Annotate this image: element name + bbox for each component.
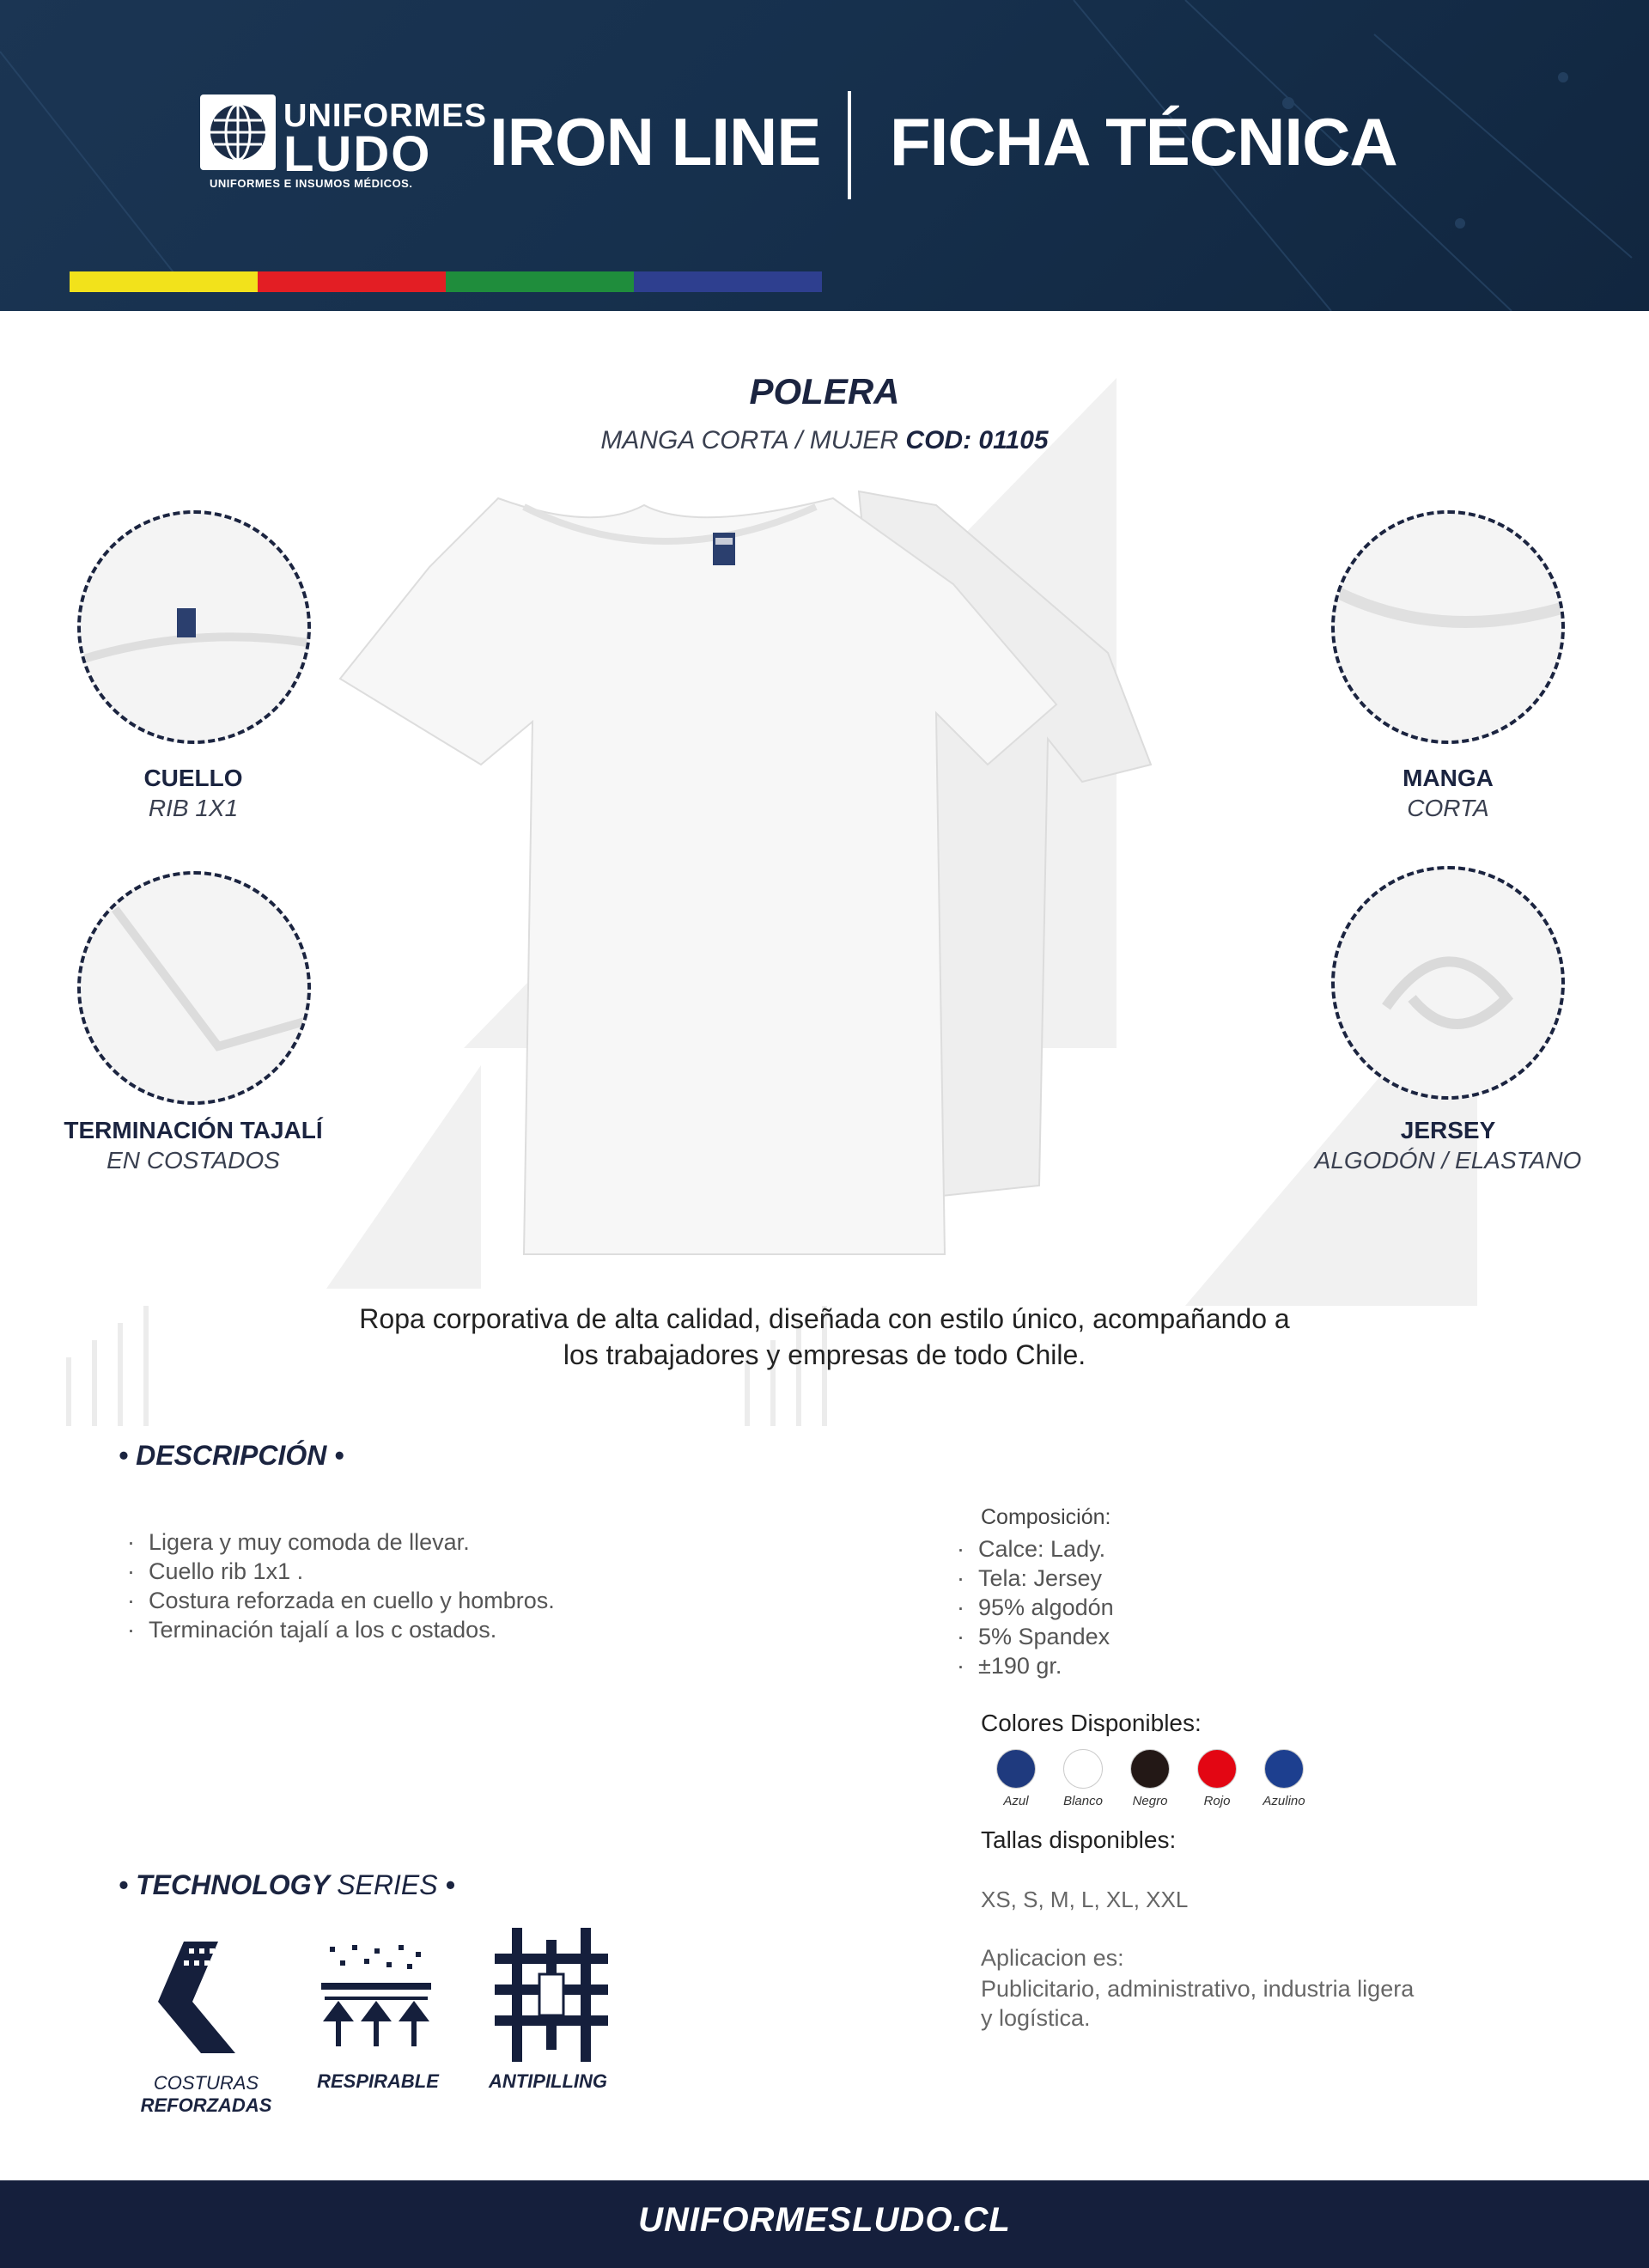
fabric-detail-image: [1331, 866, 1565, 1100]
applications-line-2: y logística.: [981, 2005, 1091, 2031]
colors-heading: Colores Disponibles:: [981, 1710, 1202, 1736]
reinforced-seams-icon: [158, 1942, 253, 2062]
composition-list: [957, 1534, 1114, 1680]
header-divider: [848, 91, 851, 199]
color-swatch: [1197, 1749, 1237, 1789]
product-title: POLERA: [749, 371, 900, 412]
document-title: FICHA TÉCNICA: [890, 104, 1397, 180]
applications-heading: Aplicacion es:: [981, 1945, 1124, 1971]
hem-detail-image: [77, 871, 311, 1105]
product-line-title: IRON LINE: [490, 104, 821, 180]
tech-label-line-2: REFORZADAS: [140, 2094, 272, 2116]
shirt-label: [713, 533, 735, 565]
intro-line-1: Ropa corporativa de alta calidad, diseñada con estilo único, acompañando a: [359, 1303, 1290, 1334]
stripe-green: [446, 271, 634, 292]
color-label: Azul: [1003, 1794, 1029, 1808]
composition-item: · Tela: Jersey: [957, 1564, 1114, 1593]
brand-top-text: UNIFORMES: [283, 98, 487, 134]
description-item: · Ligera y muy comoda de llevar.: [127, 1527, 555, 1557]
technology-heading: • TECHNOLOGY SERIES •: [119, 1869, 455, 1900]
ludo-logo: [200, 94, 276, 170]
color-swatch: [1130, 1749, 1170, 1789]
color-option-blanco: [1049, 1749, 1117, 1808]
sizes-heading: Tallas disponibles:: [981, 1826, 1177, 1853]
tech-antipilling-label: ANTIPILLING: [488, 2070, 608, 2092]
feature-hem-sub: EN COSTADOS: [106, 1147, 280, 1174]
color-label: Rojo: [1203, 1794, 1231, 1808]
product-code: COD: 01105: [905, 426, 1049, 454]
applications-line-1: Publicitario, administrativo, industria ligera: [981, 1976, 1415, 2002]
sleeve-detail-image: [1331, 510, 1565, 744]
brand-tagline: UNIFORMES E INSUMOS MÉDICOS.: [210, 177, 413, 190]
description-item: · Cuello rib 1x1 .: [127, 1557, 555, 1586]
brand-name: LUDO: [283, 126, 432, 182]
color-option-negro: [1116, 1749, 1184, 1808]
globe-icon: [200, 94, 276, 170]
product-subtitle: [0, 426, 1649, 455]
tech-reinforced-label: [120, 2072, 292, 2117]
color-label: Negro: [1132, 1794, 1168, 1808]
composition-item: · 5% Spandex: [957, 1622, 1114, 1651]
feature-collar-title: CUELLO: [143, 765, 243, 791]
breathable-icon: [321, 1943, 433, 2055]
feature-fabric-sub: ALGODÓN / ELASTANO: [1314, 1147, 1582, 1174]
color-option-azulino: [1250, 1749, 1318, 1808]
technology-heading-bold: TECHNOLOGY: [136, 1869, 330, 1900]
color-swatch: [1063, 1749, 1103, 1789]
description-heading-text: DESCRIPCIÓN: [136, 1440, 327, 1471]
stripe-red: [258, 271, 446, 292]
intro-text: [258, 1301, 1391, 1373]
tech-breathable-label: RESPIRABLE: [317, 2070, 439, 2092]
description-item: · Terminación tajalí a los c ostados.: [127, 1615, 555, 1644]
feature-sleeve-sub: CORTA: [1407, 795, 1489, 821]
feature-sleeve-title: MANGA: [1403, 765, 1494, 791]
intro-line-2: los trabajadores y empresas de todo Chile.: [563, 1339, 1086, 1370]
antipilling-icon: [495, 1928, 608, 2062]
tech-label-line-1: COSTURAS: [153, 2072, 259, 2094]
composition-item: · Calce: Lady.: [957, 1534, 1114, 1564]
description-heading: • DESCRIPCIÓN •: [119, 1440, 344, 1471]
feature-collar-sub: RIB 1X1: [148, 795, 239, 821]
description-item: · Costura reforzada en cuello y hombros.: [127, 1586, 555, 1615]
color-label: Blanco: [1063, 1794, 1103, 1808]
footer-website-link[interactable]: UNIFORMESLUDO.CL: [638, 2201, 1011, 2239]
applications-text: [981, 1974, 1414, 2033]
description-list: [127, 1527, 555, 1644]
color-swatches: [982, 1749, 1325, 1809]
product-type: MANGA CORTA / MUJER: [600, 426, 899, 454]
color-option-rojo: [1183, 1749, 1251, 1808]
color-label: Azulino: [1263, 1794, 1305, 1808]
technology-heading-light: SERIES: [337, 1869, 438, 1900]
tshirt-image: [335, 481, 1159, 1271]
feature-fabric-title: JERSEY: [1400, 1117, 1496, 1143]
collar-detail-image: [77, 510, 311, 744]
composition-heading: Composición:: [981, 1505, 1111, 1529]
feature-hem-title: TERMINACIÓN TAJALÍ: [64, 1117, 323, 1143]
stripe-yellow: [70, 271, 258, 292]
sizes-values: XS, S, M, L, XL, XXL: [981, 1887, 1189, 1912]
composition-item: · ±190 gr.: [957, 1651, 1114, 1680]
color-option-azul: [982, 1749, 1050, 1808]
composition-item: · 95% algodón: [957, 1593, 1114, 1622]
color-swatch: [996, 1749, 1036, 1789]
stripe-blue: [634, 271, 822, 292]
color-swatch: [1264, 1749, 1304, 1789]
